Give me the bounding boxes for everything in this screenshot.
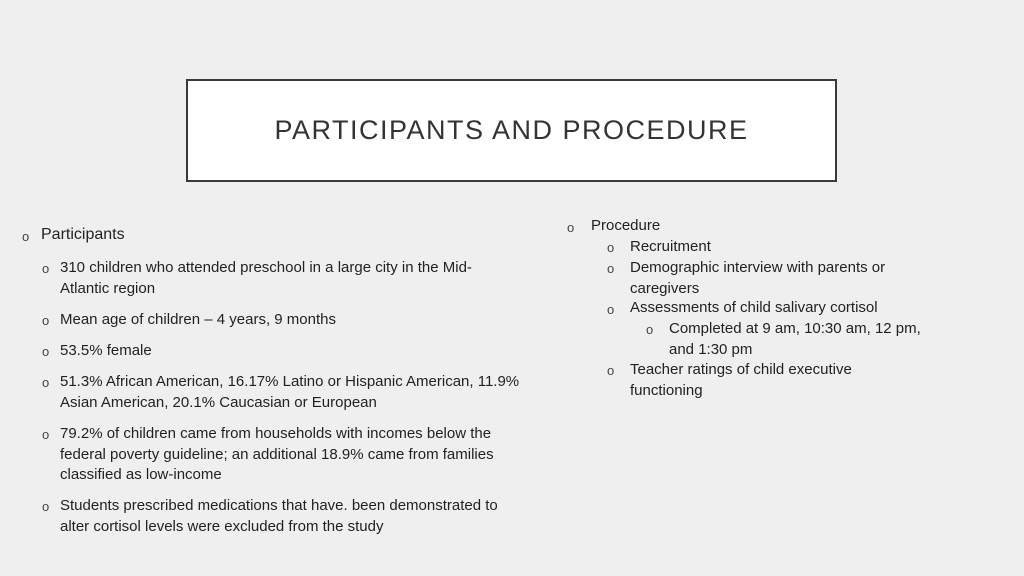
- participant-item: 51.3% African American, 16.17% Latino or Hispanic American, 11.9% Asian American, 20.1% Caucasian or European: [60, 373, 520, 411]
- participant-item: Students prescribed medications that have. been demonstrated to alter cortisol levels were excluded from the study: [60, 497, 498, 535]
- bullet-marker: o: [607, 302, 615, 317]
- bullet-marker: o: [607, 240, 615, 255]
- bullet-marker: o: [646, 322, 654, 337]
- participant-item: 79.2% of children came from households with incomes below the federal poverty guideline; an additional 18.9% came from families classified as low-income: [60, 425, 494, 483]
- procedure-completed: Completed at 9 am, 10:30 am, 12 pm, and 1:30 pm: [669, 320, 921, 358]
- participant-item: Mean age of children – 4 years, 9 months: [60, 311, 336, 328]
- bullet-marker: o: [42, 344, 50, 359]
- procedure-recruitment: Recruitment: [630, 238, 711, 255]
- participant-item: 310 children who attended preschool in a large city in the Mid-Atlantic region: [60, 259, 472, 297]
- procedure-heading: Procedure: [591, 217, 661, 234]
- slide-title: PARTICIPANTS AND PROCEDURE: [274, 115, 749, 145]
- bullet-marker: o: [607, 261, 615, 276]
- title-box: [186, 79, 837, 182]
- participants-heading: Participants: [41, 226, 125, 243]
- procedure-assessments: Assessments of child salivary cortisol: [630, 299, 878, 316]
- bullet-marker: o: [42, 261, 50, 276]
- bullet-marker: o: [567, 220, 575, 235]
- bullet-marker: o: [607, 363, 615, 378]
- procedure-teacher: Teacher ratings of child executive functioning: [630, 361, 852, 399]
- bullet-marker: o: [22, 229, 30, 244]
- bullet-marker: o: [42, 375, 50, 390]
- bullet-marker: o: [42, 313, 50, 328]
- bullet-marker: o: [42, 427, 50, 442]
- bullet-marker: o: [42, 499, 50, 514]
- procedure-demographic: Demographic interview with parents or caregivers: [630, 259, 886, 297]
- participant-item: 53.5% female: [60, 342, 152, 359]
